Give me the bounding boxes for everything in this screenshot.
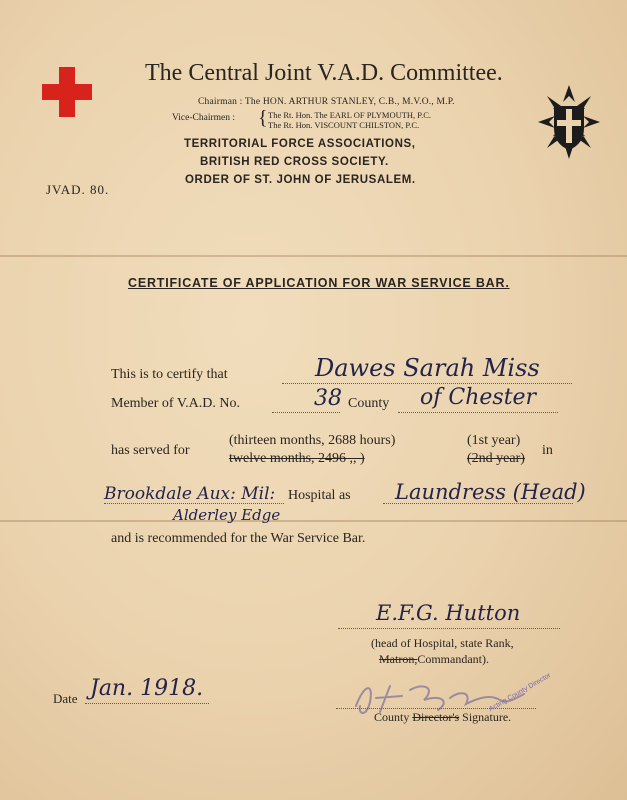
in-label: in [542,443,553,458]
county-label: County [348,396,390,411]
certificate-heading: CERTIFICATE OF APPLICATION FOR WAR SERVICE BAR. [128,276,510,290]
name-line [282,383,572,384]
org-st-john: ORDER OF ST. JOHN OF JERUSALEM. [185,174,416,186]
acting-director-stamp: Acting County Director [488,671,553,714]
vad-number: 38 [314,386,342,411]
hospital-location: Alderley Edge [173,506,281,524]
org-red-cross: BRITISH RED CROSS SOCIETY. [200,156,389,168]
head-caption-1: (head of Hospital, state Rank, [371,636,514,650]
vice-chairman-2: The Rt. Hon. VISCOUNT CHILSTON, P.C. [268,120,420,130]
vice-chairmen-label: Vice-Chairmen : [172,113,236,123]
served-label: has served for [111,443,190,458]
date-label: Date [53,691,78,706]
fold-line [0,520,627,522]
county-word: County [374,710,410,724]
committee-title: The Central Joint V.A.D. Committee. [145,60,503,86]
hospital-label: Hospital as [288,488,351,503]
second-year-label: (2nd year) [467,451,525,466]
certify-prefix: This is to certify that [111,367,228,382]
chairman-line: Chairman : The HON. ARTHUR STANLEY, C.B., M.V.O., M.P. [198,97,455,107]
reference-number: JVAD. 80. [46,182,110,197]
commandant-label: Commandant). [417,652,489,666]
member-label: Member of V.A.D. No. [111,396,240,411]
org-territorial: TERRITORIAL FORCE ASSOCIATIONS, [184,138,416,150]
head-signature: E.F.G. Hutton [376,601,521,625]
st-john-cross-icon [536,82,602,162]
first-year-period: (thirteen months, 2688 hours) [229,433,396,448]
red-cross-icon [42,67,92,117]
signature-word: Signature. [462,710,512,724]
recommendation: and is recommended for the War Service Bar. [111,531,366,546]
applicant-name: Dawes Sarah Miss [315,354,540,382]
second-year-period: twelve months, 2496 ,, ) [229,451,365,466]
vice-chairman-1: The Rt. Hon. The EARL OF PLYMOUTH, P.C. [268,110,432,120]
date-value: Jan. 1918. [90,676,204,701]
vice-brace: { [258,107,268,129]
head-caption-2 [379,652,489,667]
position-value: Laundress (Head) [395,480,586,504]
county-value: of Chester [420,385,537,410]
hospital-name: Brookdale Aux: Mil: [104,484,276,504]
directors-struck: Director's [412,710,460,724]
fold-line [0,255,627,257]
first-year-label: (1st year) [467,433,521,448]
matron-struck: Matron, [379,652,418,666]
